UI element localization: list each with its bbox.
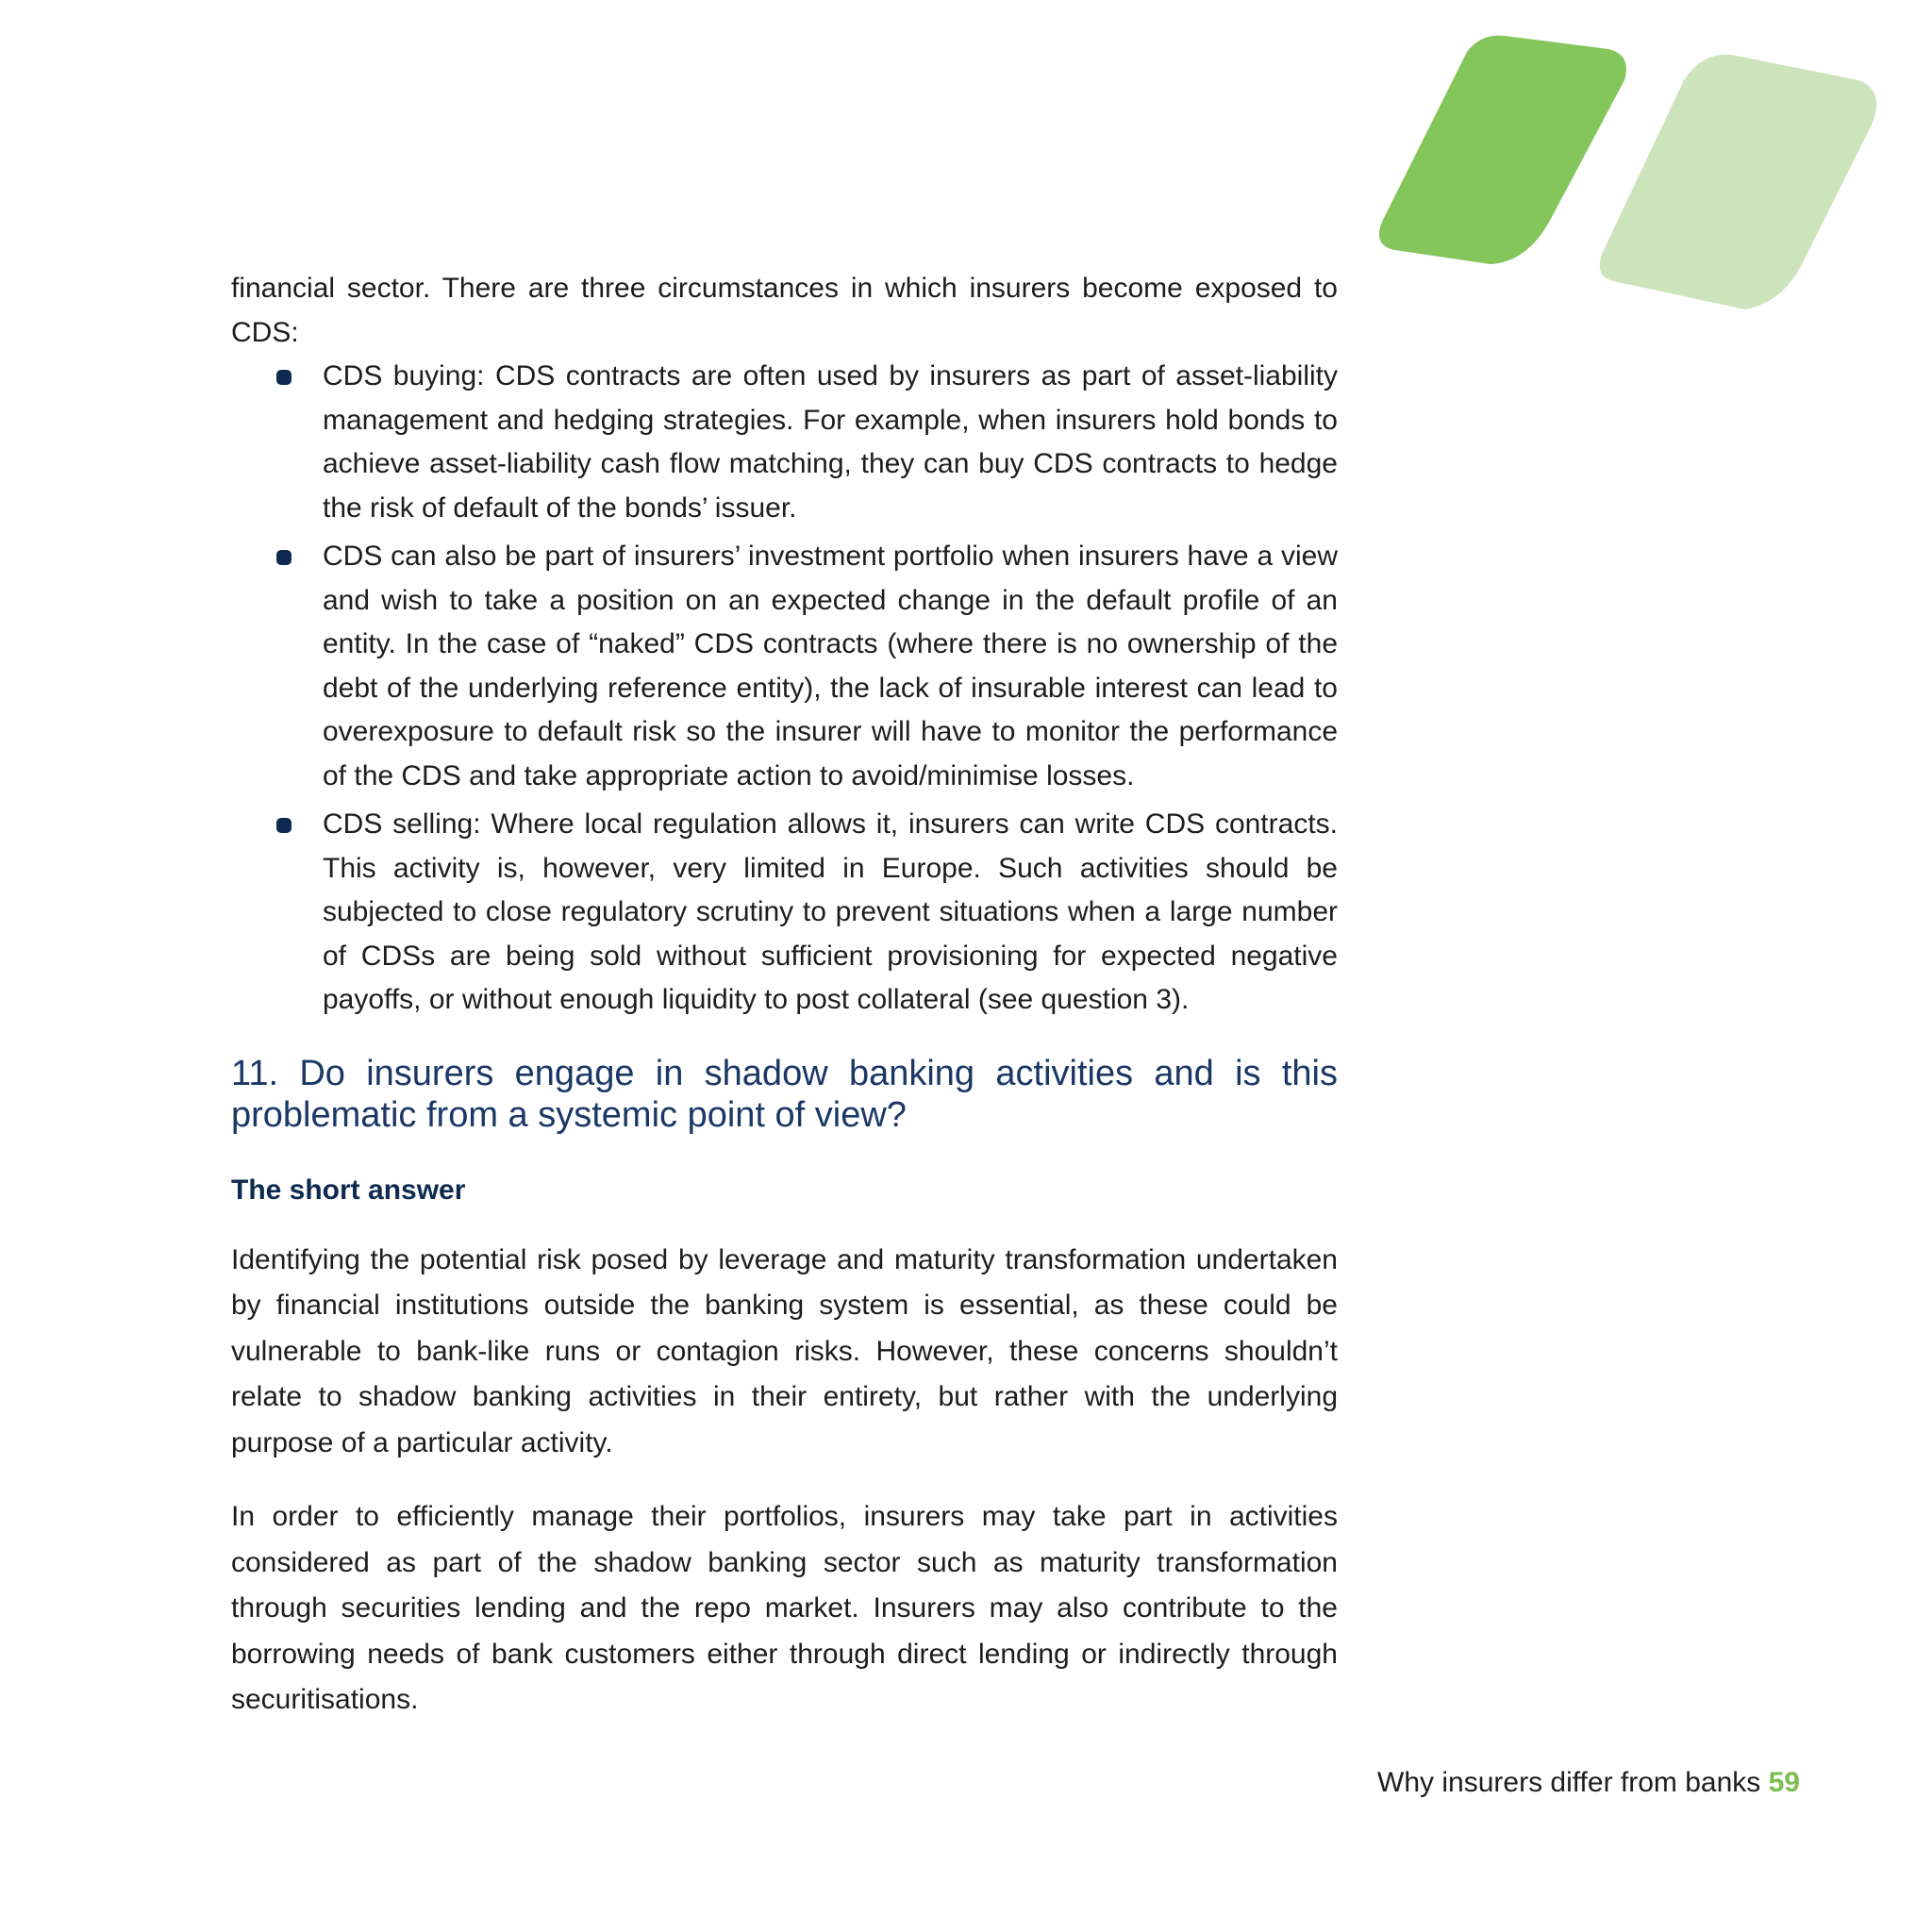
page-number: 59	[1768, 1767, 1800, 1798]
short-answer-label: The short answer	[231, 1174, 466, 1206]
decorative-green-shapes	[1377, 28, 1906, 340]
bullet-text: CDS can also be part of insurers’ investment portfolio when insurers have a view and wish to take a position on an expected change in the default profile of an entity. In the case of “naked” CDS contracts (where there is no ownership of the debt of the underlying reference entity), the lack of insurable interest can lead to overexposure to default risk so the insurer will have to monitor the performance of the CDS and take appropriate action to avoid/minimise losses.	[323, 541, 1338, 791]
bullet-text: CDS buying: CDS contracts are often used by insurers as part of asset-liability management and hedging strategies. For example, when insurers hold bonds to achieve asset-liability cash flow matching, they can buy CDS contracts to hedge the risk of default of the bonds’ issuer.	[323, 360, 1338, 524]
dark-green-parallelogram	[1379, 36, 1626, 264]
footer-title: Why insurers differ from banks	[1377, 1767, 1761, 1798]
bullet-item-cds-selling	[231, 803, 1338, 1023]
bullet-icon	[276, 818, 291, 833]
paragraph: Identifying the potential risk posed by leverage and maturity transformation undertaken by financial institutions outside the banking system is essential, as these could be vulnerable to bank-like runs or contagion risks. However, these concerns shouldn’t relate to shadow banking activities in their entirety, but rather with the underlying purpose of a particular activity.	[231, 1243, 1338, 1458]
bullet-text: CDS selling: Where local regulation allows it, insurers can write CDS contracts. This activity is, however, very limited in Europe. Such activities should be subjected to close regulatory scrutiny to prevent situations when a large number of CDSs are being sold without sufficient provisioning for expected negative payoffs, or without enough liquidity to post collateral (see question 3).	[323, 808, 1338, 1015]
bullet-item-cds-buying	[231, 355, 1338, 530]
paragraph: In order to efficiently manage their portfolios, insurers may take part in activities considered as part of the shadow banking sector such as maturity transformation through securities lending and the repo market. Insurers may also contribute to the borrowing needs of bank customers either through direct lending or indirectly through securitisations.	[231, 1501, 1338, 1715]
intro-text: financial sector. There are three circumstances in which insurers become exposed to CDS:	[231, 273, 1338, 348]
cds-bullet-list	[231, 355, 1338, 1023]
question-heading: 11. Do insurers engage in shadow banking activities and is this problematic from a systemic point of view?	[231, 1053, 1338, 1135]
light-green-parallelogram	[1600, 55, 1876, 309]
bullet-icon	[276, 550, 291, 565]
bullet-icon	[276, 370, 291, 385]
bullet-item-cds-investment	[231, 535, 1338, 798]
page-body	[231, 267, 1338, 1724]
page-footer	[1377, 1764, 1800, 1802]
